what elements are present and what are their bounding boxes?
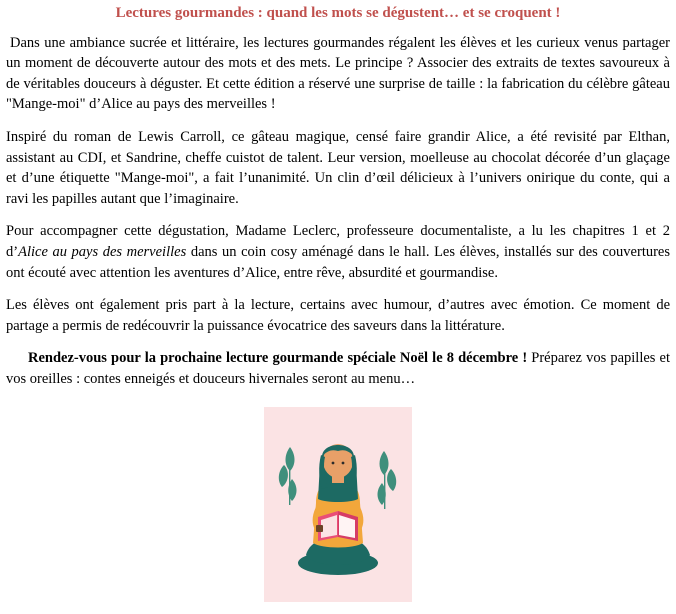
paragraph-3 (6, 221, 670, 283)
reading-girl-illustration (264, 407, 412, 602)
book-icon (318, 511, 358, 541)
eye-right-shape (342, 462, 345, 465)
book-title-italic: Alice au pays des merveilles (18, 243, 187, 260)
closing-lead: Rendez-vous pour la prochaine lecture gourmande spéciale Noël le 8 décembre ! (28, 350, 528, 367)
closing-rest: Préparez vos papilles et vos oreilles : contes enneigés et douceurs hivernales seront au menu… (6, 350, 670, 387)
closing-paragraph (6, 348, 670, 389)
page-title: Lectures gourmandes : quand les mots se dégustent… et se croquent ! (115, 5, 561, 21)
paragraph-3-before: Pour accompagner cette dégustation, Madame Leclerc, professeure documentaliste, a lu les chapitres 1 et 2 d’ (6, 223, 670, 260)
paragraph-2: Inspiré du roman de Lewis Carroll, ce gâteau magique, censé faire grandir Alice, a été revisité par Elthan, assistant au CDI, et Sandrine, cheffe cuistot de talent. Leur version, moelleuse au chocolat décorée d’un glaçage et d’une étiquette "Mange-moi", a fait l’unanimité. Un clin d’œil délicieux à l’univers onirique du conte, qui a ravi les papilles autant que l’imaginaire. (6, 129, 670, 207)
illustration-svg (264, 407, 412, 602)
figure-container (6, 407, 670, 602)
cake-piece-shape (316, 525, 323, 532)
paragraph-1: Dans une ambiance sucrée et littéraire, les lectures gourmandes régalent les élèves et les curieux venus partager un moment de découverte autour des mots et des mets. Le principe ? Associer des extraits de textes savoureux à de véritables douceurs à déguster. Et cette édition a réservé une surprise de taille : la fabrication du célèbre gâteau "Mange-moi" d’Alice au pays des merveilles ! (6, 34, 670, 113)
paragraph-4: Les élèves ont également pris part à la lecture, certains avec humour, d’autres avec émotion. Ce moment de partage a permis de redécouvrir la puissance évocatrice des saveurs dans la littérature. (6, 297, 670, 334)
document-page (0, 4, 676, 614)
paragraph-3-after: dans un coin cosy aménagé dans le hall. Les élèves, installés sur des couvertures ont écouté avec attention les aventures d’Alice, entre rêve, absurdité et gourmandise. (6, 243, 671, 281)
eye-left-shape (332, 462, 335, 465)
